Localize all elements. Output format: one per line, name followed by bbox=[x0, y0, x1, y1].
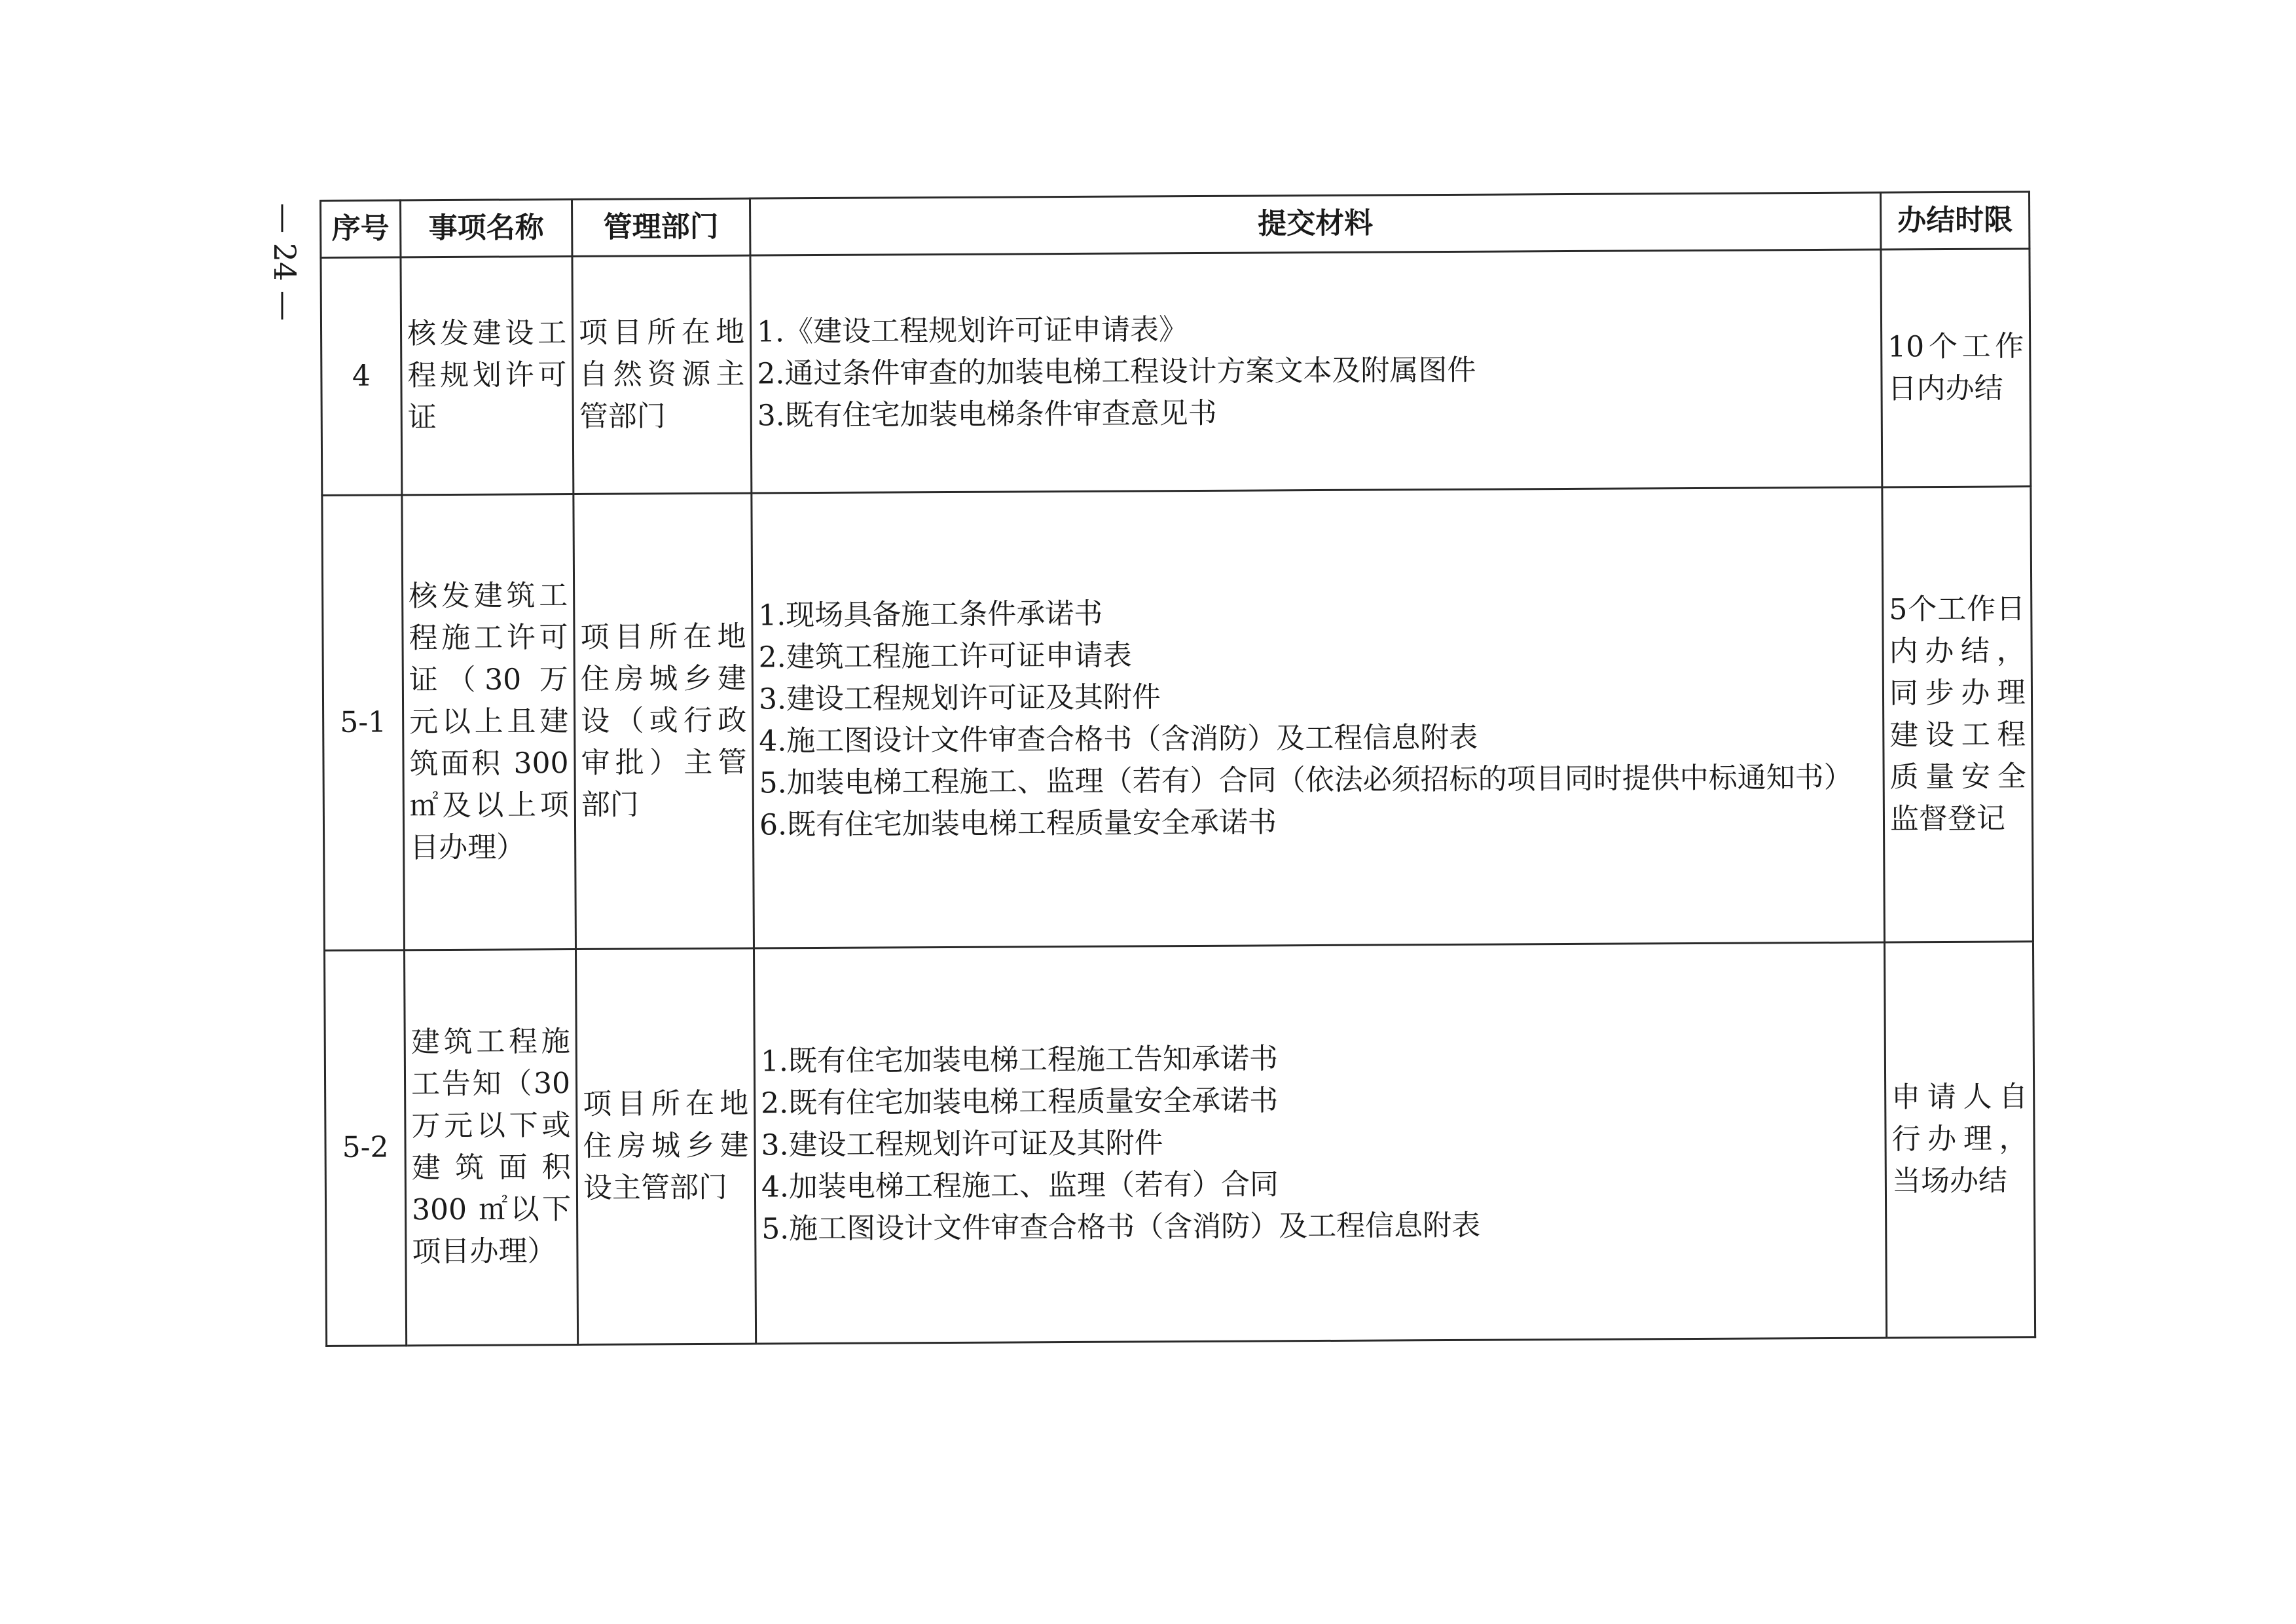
material-item: 2.通过条件审查的加装电梯工程设计方案文本及附属图件 bbox=[757, 353, 1476, 391]
material-item: 5.施工图设计文件审查合格书（含消防）及工程信息附表 bbox=[761, 1209, 1481, 1246]
header-seq: 序号 bbox=[321, 200, 401, 258]
row-dept: 项目所在地住房城乡建设主管部门 bbox=[575, 948, 756, 1345]
row-materials bbox=[752, 487, 1885, 948]
material-item: 1.既有住宅加装电梯工程施工告知承诺书 bbox=[760, 1042, 1279, 1079]
row-seq: 4 bbox=[321, 257, 402, 495]
material-item: 4.施工图设计文件审查合格书（含消防）及工程信息附表 bbox=[759, 720, 1478, 758]
row-time: 10个工作日内办结 bbox=[1881, 249, 2031, 487]
materials-table bbox=[319, 191, 2036, 1347]
row-time: 申请人自行办理，当场办结 bbox=[1884, 941, 2035, 1338]
material-item: 3.建设工程规划许可证及其附件 bbox=[761, 1126, 1163, 1162]
material-item: 5.加装电梯工程施工、监理（若有）合同（依法必须招标的项目同时提供中标通知书） bbox=[759, 760, 1853, 800]
row-seq: 5-2 bbox=[325, 950, 407, 1346]
material-item: 3.建设工程规划许可证及其附件 bbox=[758, 680, 1161, 716]
table-header-row bbox=[321, 192, 2030, 258]
material-item: 6.既有住宅加装电梯工程质量安全承诺书 bbox=[759, 805, 1277, 842]
table-row bbox=[325, 941, 2035, 1346]
header-dept: 管理部门 bbox=[572, 198, 750, 256]
material-item: 2.建筑工程施工许可证申请表 bbox=[758, 638, 1132, 674]
row-dept: 项目所在地住房城乡建设（或行政审批）主管部门 bbox=[574, 493, 754, 949]
header-materials: 提交材料 bbox=[750, 193, 1880, 255]
material-item: 4.加装电梯工程施工、监理（若有）合同 bbox=[761, 1168, 1279, 1204]
row-dept: 项目所在地自然资源主管部门 bbox=[572, 255, 752, 494]
row-time: 5个工作日内办结，同步办理建设工程质量安全监督登记 bbox=[1882, 486, 2033, 942]
header-name: 事项名称 bbox=[401, 199, 572, 257]
header-time: 办结时限 bbox=[1880, 192, 2029, 249]
row-materials bbox=[750, 249, 1882, 493]
table-row bbox=[322, 486, 2033, 950]
material-item: 1.现场具备施工条件承诺书 bbox=[758, 597, 1103, 633]
material-item: 2.既有住宅加装电梯工程质量安全承诺书 bbox=[761, 1084, 1279, 1120]
material-item: 3.既有住宅加装电梯条件审查意见书 bbox=[757, 396, 1217, 433]
table-row bbox=[321, 249, 2031, 495]
row-name: 核发建设工程规划许可证 bbox=[401, 256, 574, 494]
row-materials bbox=[754, 942, 1886, 1344]
row-name: 建筑工程施工告知（30 万元以下或建筑面积 300 ㎡以下项目办理） bbox=[404, 949, 577, 1346]
row-seq: 5-1 bbox=[322, 494, 405, 950]
row-name: 核发建筑工程施工许可证（30 万元以上且建筑面积 300 ㎡及以上项目办理） bbox=[402, 494, 576, 950]
material-item: 1.《建设工程规划许可证申请表》 bbox=[756, 312, 1188, 349]
page-number: — 24 — bbox=[267, 203, 302, 321]
